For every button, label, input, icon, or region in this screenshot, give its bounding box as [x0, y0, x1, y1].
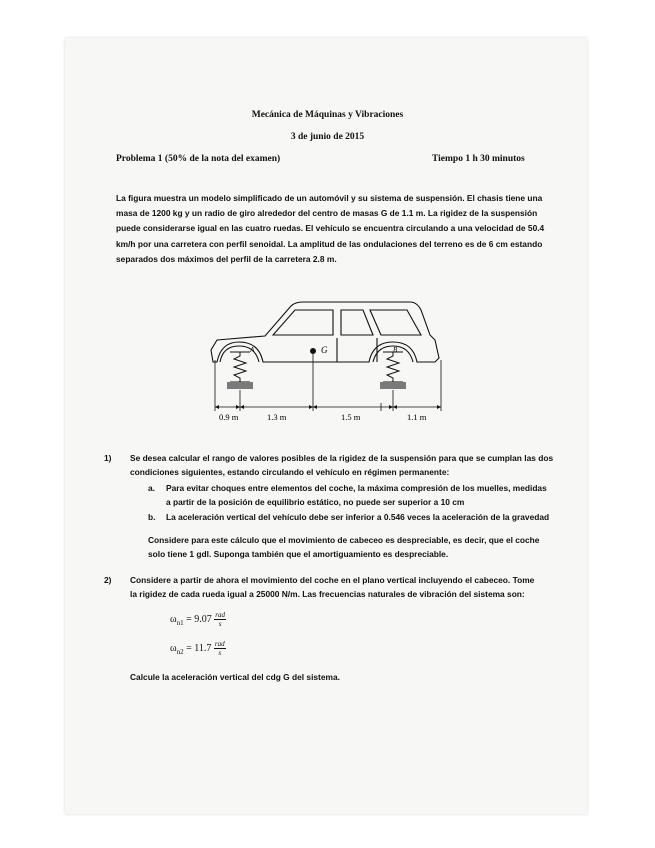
omega-symbol: ω [170, 642, 177, 654]
omega-n2-equation [170, 640, 226, 657]
unit-denominator: s [218, 620, 222, 628]
label-g: G [321, 345, 328, 355]
q1-note-line-1: Considere para este cálculo que el movimiento de cabeceo es despreciable, es decir, que el coche [148, 535, 540, 545]
label-b: B [393, 346, 398, 354]
q1-a-line-1: Para evitar choques entre elementos del coche, la máxima compresión de los muelles, medidas [166, 483, 547, 493]
unit-numerator: rad [215, 611, 225, 619]
exam-date: 3 de junio de 2015 [290, 132, 365, 142]
dim-rear-overhang: 1.1 m [407, 412, 427, 422]
q1-note-line-2: solo tiene 1 gdl. Suponga también que el amortiguamiento es despreciable. [148, 549, 449, 559]
omega-n1-equation [170, 611, 226, 628]
rear-tire [380, 382, 406, 389]
dim-front-overhang: 0.9 m [219, 412, 239, 422]
omega-subscript: n2 [176, 647, 184, 656]
q1-number: 1) [104, 453, 112, 463]
unit-denominator: s [218, 649, 222, 657]
q2-number: 2) [104, 575, 112, 585]
rear-window [370, 310, 421, 335]
center-of-mass-dot [310, 348, 316, 354]
middle-window [341, 310, 373, 335]
front-tire [227, 382, 253, 389]
front-window [273, 310, 333, 335]
q1-line-2: condiciones siguientes, estando circulando el vehículo en régimen permanente: [130, 467, 450, 477]
unit-fraction [214, 611, 226, 628]
q1-b-label: b. [148, 512, 156, 522]
unit-numerator: rad [214, 640, 225, 648]
rear-spring [383, 352, 403, 382]
unit-fraction [214, 640, 226, 657]
dim-g-to-rear: 1.5 m [341, 412, 361, 422]
omega-value: = 11.7 [183, 642, 212, 654]
intro-paragraph: La figura muestra un modelo simplificado de un automóvil y su sistema de suspensión. El chasis tiene una masa de 1200 kg y un radio de giro alrededor del centro de masas G de 1.1 m. La rigidez de la suspensión puede considerarse igual en las cuatro ruedas. El vehículo se encuentra circulando a una velocidad de 50.4 km/h por una carretera con perfil senoidal. La amplitud de las ondulaciones del terreno es de 6 cm estando separados dos máximos del perfil de la carretera 2.8 m. [116, 193, 545, 264]
dim-front-to-g: 1.3 m [267, 412, 287, 422]
q1-b-line-1: La aceleración vertical del vehículo debe ser inferior a 0.546 veces la aceleración de la gravedad [166, 512, 550, 522]
problem-heading: Problema 1 (50% de la nota del examen) [116, 154, 281, 164]
q1-a-label: a. [148, 483, 155, 493]
q2-line-1: Considere a partir de ahora el movimiento del coche en el plano vertical incluyendo el cabeceo. Tome [130, 575, 535, 585]
front-spring [230, 352, 250, 382]
q1-a-line-2: a partir de la posición de equilibrio estático, no puede ser superior a 10 cm [166, 497, 465, 507]
q1-line-1: Se desea calcular el rango de valores posibles de la rigidez de la suspensión para que se cumplan las dos [130, 453, 554, 463]
omega-subscript: n1 [176, 618, 184, 627]
time-limit: Tiempo 1 h 30 minutos [432, 154, 525, 164]
q2-final-question: Calcule la aceleración vertical del cdg G del sistema. [130, 672, 340, 682]
omega-value: = 9.07 [183, 613, 212, 625]
q2-line-2: la rigidez de cada rueda igual a 25000 N/m. Las frecuencias naturales de vibración del sistema son: [130, 589, 525, 599]
car-figure [195, 290, 465, 440]
omega-symbol: ω [170, 613, 177, 625]
course-title: Mecánica de Máquinas y Vibraciones [251, 110, 404, 120]
label-a: A [250, 346, 255, 354]
